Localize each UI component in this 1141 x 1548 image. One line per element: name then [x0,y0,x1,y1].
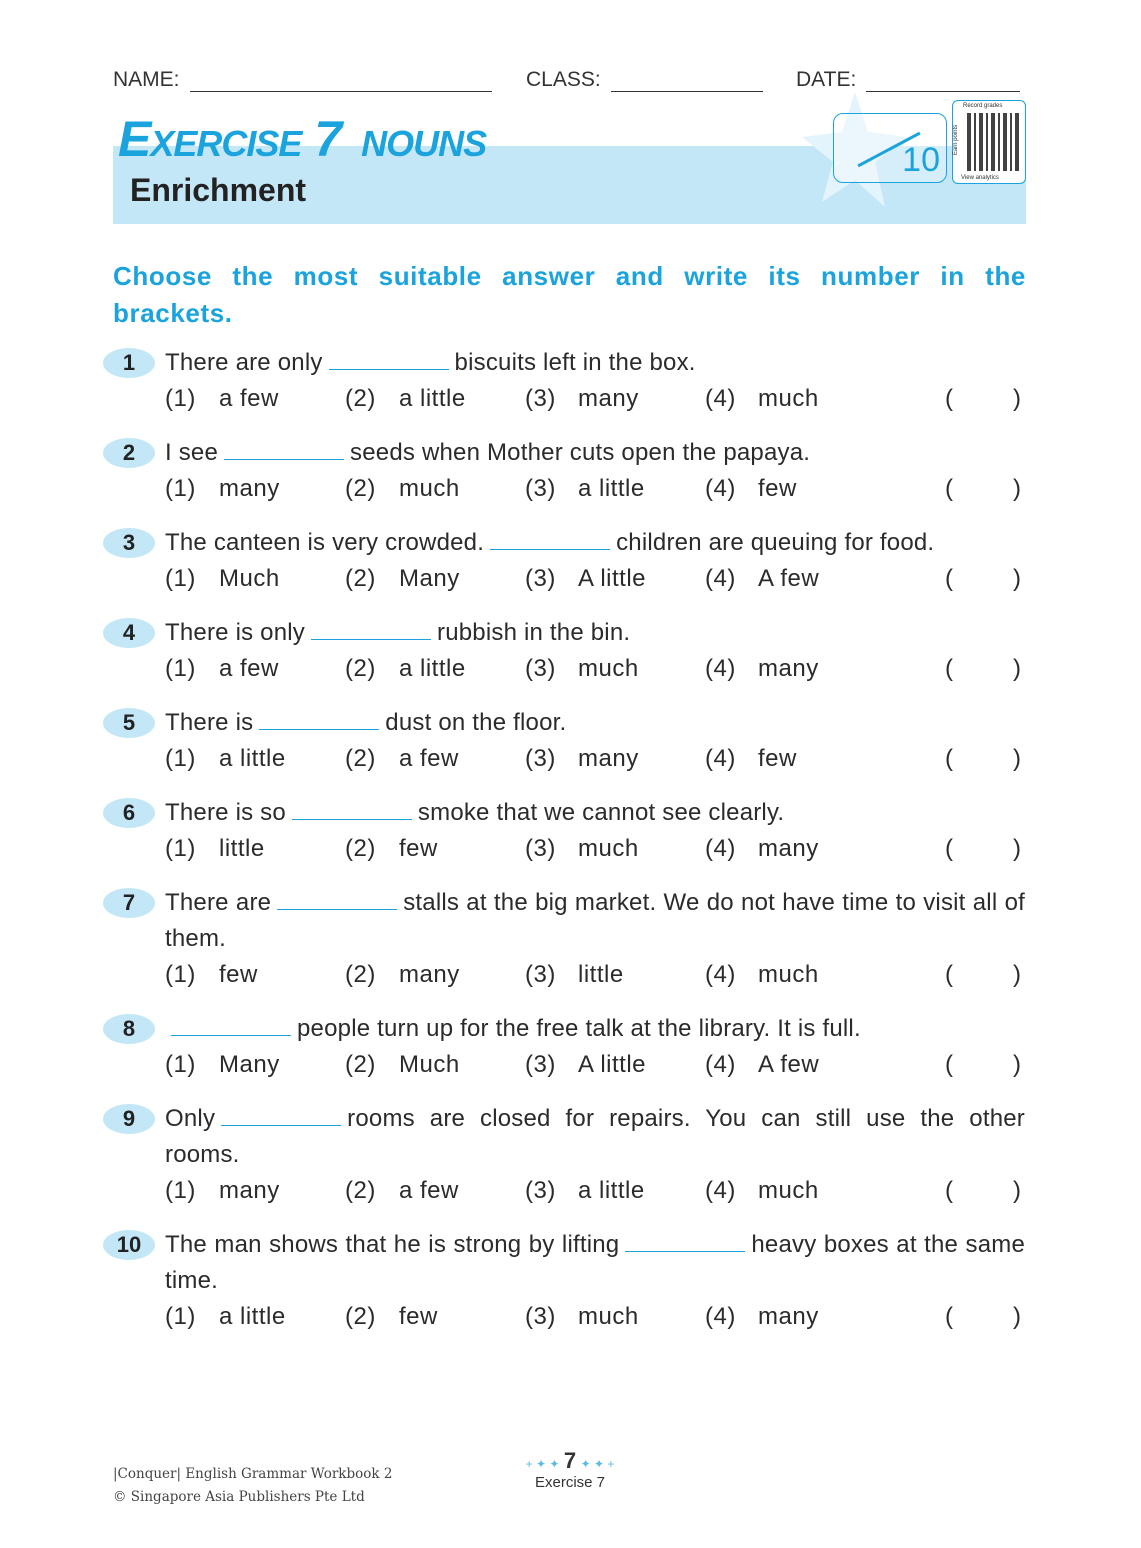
answer-bracket-close[interactable]: ) [1013,655,1022,682]
question-number: 8 [103,1014,155,1044]
question-text [165,885,1025,957]
option-number: (4) [705,655,736,682]
text-before: There is [165,709,254,736]
qr-code[interactable] [952,100,1026,184]
option-number: (4) [705,565,736,592]
score-box[interactable] [833,113,947,183]
option-number: (4) [705,475,736,502]
class-label: CLASS: [526,68,601,91]
option-number: (2) [345,1303,376,1330]
text-before: There are [165,889,272,916]
options-row [0,381,1141,417]
question-text [165,525,1025,561]
option-number: (3) [525,1051,556,1078]
option-text: a little [219,1303,286,1330]
option-text: much [578,655,639,682]
option-text: few [219,961,258,988]
options-row [0,471,1141,507]
text-before: The man shows that he is strong by lifting [165,1231,620,1258]
answer-bracket-open[interactable]: ( [945,565,954,592]
option-number: (3) [525,565,556,592]
question-list [0,345,1141,1353]
option-text: much [578,1303,639,1330]
text-before: There are only [165,349,323,376]
question-number: 5 [103,708,155,738]
answer-bracket-open[interactable]: ( [945,835,954,862]
text-after: heavy boxes at the same time. [165,1231,1025,1294]
option-text: many [399,961,460,988]
question-item [0,525,1141,597]
option-text: Much [219,565,280,592]
text-after: children are queuing for food. [616,529,935,556]
option-text: many [219,1177,280,1204]
decoration-icon: ✦ ✦ + [580,1457,615,1471]
date-label: DATE: [796,68,857,91]
decoration-icon: + ✦ ✦ [525,1457,560,1471]
question-number: 9 [103,1104,155,1134]
date-field[interactable] [796,68,1020,92]
exercise-title: EXERCISE 7 NOUNS [118,111,487,167]
question-item [0,795,1141,867]
question-item [0,1101,1141,1209]
option-number: (1) [165,835,196,862]
answer-bracket-close[interactable]: ) [1013,565,1022,592]
answer-blank[interactable] [292,800,412,820]
option-number: (1) [165,961,196,988]
question-item [0,345,1141,417]
text-before: Only [165,1105,216,1132]
option-number: (3) [525,655,556,682]
name-field[interactable] [113,68,492,92]
options-row [0,561,1141,597]
option-number: (3) [525,961,556,988]
option-text: a little [219,745,286,772]
question-number: 4 [103,618,155,648]
options-row [0,957,1141,993]
option-number: (4) [705,835,736,862]
option-number: (1) [165,745,196,772]
answer-bracket-close[interactable]: ) [1013,745,1022,772]
option-text: many [578,385,639,412]
option-text: A few [758,1051,820,1078]
option-text: few [758,745,797,772]
options-row [0,831,1141,867]
answer-blank[interactable] [259,710,379,730]
options-row [0,1047,1141,1083]
answer-bracket-close[interactable]: ) [1013,1177,1022,1204]
option-text: Much [399,1051,460,1078]
answer-bracket-open[interactable]: ( [945,1051,954,1078]
answer-bracket-close[interactable]: ) [1013,961,1022,988]
page-number [520,1448,620,1491]
answer-bracket-open[interactable]: ( [945,655,954,682]
option-number: (1) [165,655,196,682]
option-number: (4) [705,385,736,412]
answer-blank[interactable] [490,530,610,550]
question-number: 6 [103,798,155,828]
option-number: (1) [165,1177,196,1204]
option-number: (3) [525,475,556,502]
option-number: (2) [345,745,376,772]
option-number: (2) [345,1051,376,1078]
section-label: Exercise 7 [534,1474,606,1491]
option-number: (2) [345,1177,376,1204]
option-text: a little [399,655,466,682]
option-number: (2) [345,565,376,592]
qr-bottom-label: View analytics [961,175,999,181]
option-number: (4) [705,1303,736,1330]
question-text [165,345,1025,381]
answer-blank[interactable] [311,620,431,640]
option-number: (1) [165,475,196,502]
option-text: A few [758,565,820,592]
book-title: |Conquer| English Grammar Workbook 2 [113,1466,393,1482]
question-number: 7 [103,888,155,918]
question-number: 10 [103,1230,155,1260]
option-number: (2) [345,385,376,412]
option-number: (2) [345,655,376,682]
answer-bracket-close[interactable]: ) [1013,1051,1022,1078]
qr-top-label: Record grades [963,103,1003,109]
option-number: (3) [525,1177,556,1204]
options-row [0,1299,1141,1335]
answer-blank[interactable] [224,440,344,460]
answer-bracket-open[interactable]: ( [945,1303,954,1330]
option-number: (1) [165,1051,196,1078]
option-text: a few [219,385,279,412]
text-before: There is so [165,799,286,826]
instructions: Choose the most suitable answer and write its number in the brackets. [113,261,1026,328]
text-after: seeds when Mother cuts open the papaya. [350,439,811,466]
option-text: few [399,1303,438,1330]
class-line[interactable] [611,70,763,92]
answer-bracket-close[interactable]: ) [1013,385,1022,412]
answer-blank[interactable] [625,1232,745,1252]
question-item [0,1227,1141,1335]
question-item [0,615,1141,687]
answer-blank[interactable] [277,890,397,910]
option-number: (2) [345,475,376,502]
answer-bracket-close[interactable]: ) [1013,835,1022,862]
question-item [0,885,1141,993]
option-number: (1) [165,385,196,412]
qr-image [967,113,1021,171]
option-text: much [399,475,460,502]
question-number: 1 [103,348,155,378]
option-number: (2) [345,835,376,862]
text-after: rooms are closed for repairs. You can still use the other rooms. [165,1105,1025,1168]
question-item [0,1011,1141,1083]
option-text: many [758,655,819,682]
options-row [0,741,1141,777]
subtitle: Enrichment [130,172,307,208]
option-number: (3) [525,1303,556,1330]
question-text [165,705,1025,741]
question-number: 3 [103,528,155,558]
answer-bracket-open[interactable]: ( [945,961,954,988]
option-text: A little [578,565,647,592]
text-after: smoke that we cannot see clearly. [417,799,785,826]
option-number: (3) [525,745,556,772]
text-after: rubbish in the bin. [437,619,631,646]
option-text: a few [399,1177,459,1204]
answer-blank[interactable] [329,350,449,370]
option-text: a little [399,385,466,412]
name-line[interactable] [190,70,492,92]
answer-bracket-open[interactable]: ( [945,745,954,772]
date-line[interactable] [866,70,1020,92]
option-number: (3) [525,835,556,862]
option-text: many [758,1303,819,1330]
class-field[interactable] [526,68,763,92]
question-text [165,1011,1025,1047]
option-text: a few [219,655,279,682]
option-text: much [758,385,819,412]
text-before: I see [165,439,219,466]
question-item [0,435,1141,507]
option-number: (4) [705,961,736,988]
answer-bracket-open[interactable]: ( [945,475,954,502]
name-label: NAME: [113,68,180,91]
options-row [0,1173,1141,1209]
text-after: dust on the floor. [385,709,567,736]
option-text: much [758,1177,819,1204]
option-number: (3) [525,385,556,412]
text-after: biscuits left in the box. [454,349,696,376]
answer-bracket-open[interactable]: ( [945,385,954,412]
option-text: a few [399,745,459,772]
answer-blank[interactable] [221,1106,341,1126]
page-num: 7 [563,1448,577,1473]
option-number: (4) [705,745,736,772]
option-text: few [399,835,438,862]
option-text: Many [399,565,460,592]
option-text: a little [578,475,645,502]
option-text: many [219,475,280,502]
option-number: (4) [705,1177,736,1204]
copyright: © Singapore Asia Publishers Pte Ltd [113,1489,365,1505]
question-text [165,795,1025,831]
option-text: A little [578,1051,647,1078]
option-number: (2) [345,961,376,988]
option-text: few [758,475,797,502]
option-text: little [578,961,624,988]
question-text [165,615,1025,651]
option-number: (1) [165,1303,196,1330]
question-text [165,1101,1025,1173]
question-number: 2 [103,438,155,468]
qr-side-label: Earn points [953,124,960,156]
text-after: stalls at the big market. We do not have time to visit all of them. [165,889,1025,952]
text-before: There is only [165,619,305,646]
options-row [0,651,1141,687]
text-before: The canteen is very crowded. [165,529,485,556]
answer-bracket-open[interactable]: ( [945,1177,954,1204]
question-item [0,705,1141,777]
question-text [165,1227,1025,1299]
option-number: (4) [705,1051,736,1078]
option-number: (1) [165,565,196,592]
text-after: people turn up for the free talk at the library. It is full. [297,1015,861,1042]
answer-blank[interactable] [171,1016,291,1036]
question-text [165,435,1025,471]
option-text: much [758,961,819,988]
footer-info [113,1463,392,1509]
option-text: many [578,745,639,772]
option-text: Many [219,1051,280,1078]
answer-bracket-close[interactable]: ) [1013,475,1022,502]
score-total: 10 [902,141,940,179]
option-text: much [578,835,639,862]
option-text: little [219,835,265,862]
answer-bracket-close[interactable]: ) [1013,1303,1022,1330]
option-text: a little [578,1177,645,1204]
option-text: many [758,835,819,862]
